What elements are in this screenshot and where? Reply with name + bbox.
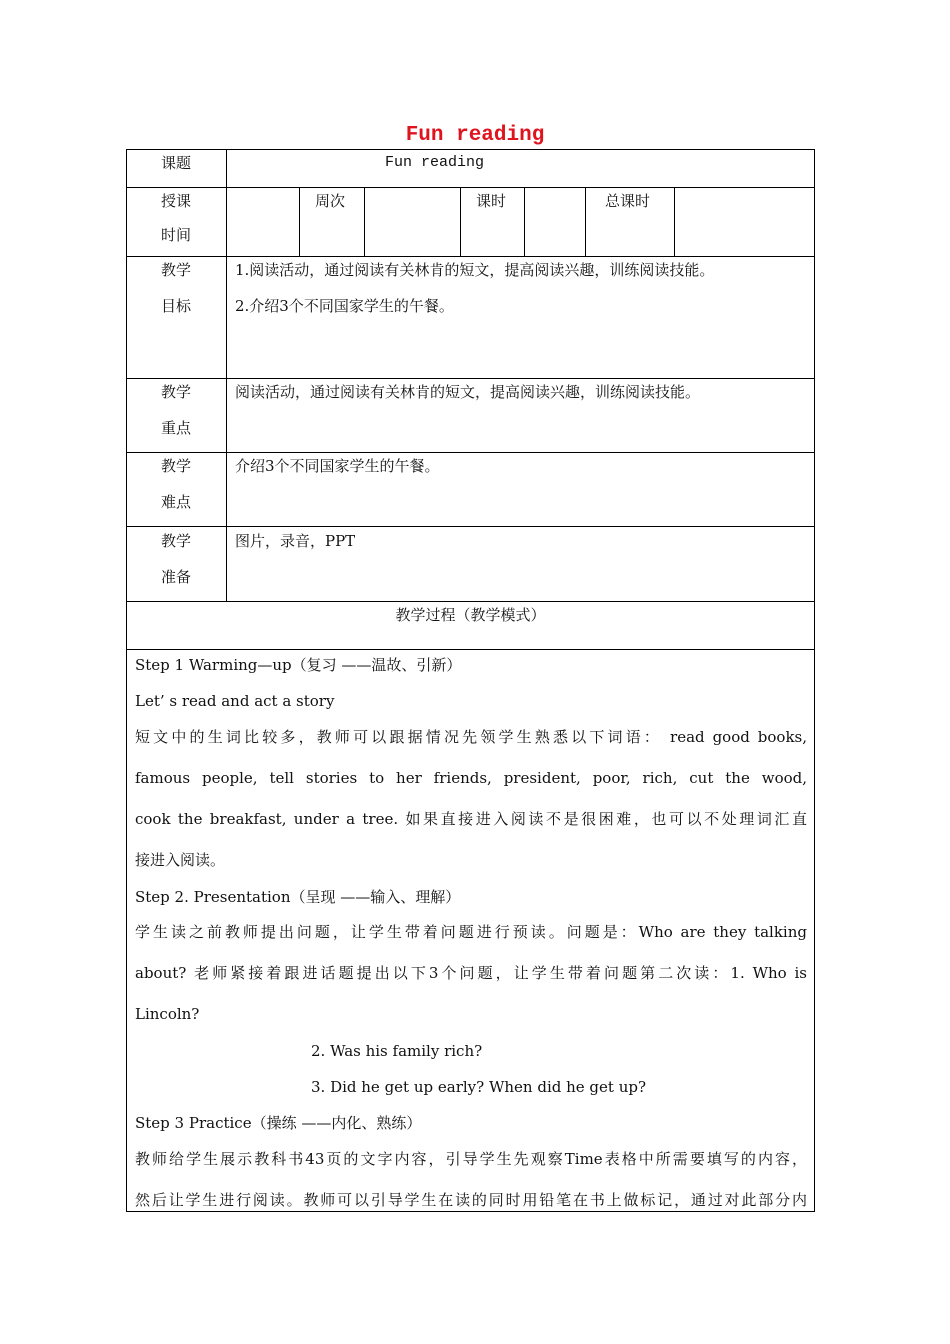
preparation-text: 图片，录音，PPT (235, 532, 356, 550)
step1-title: Step 1 Warming—up（复习 ——温故、引新） (135, 656, 462, 674)
difficulties-label-line1: 教学 (160, 457, 191, 475)
row-divider (126, 256, 815, 257)
total-periods-label: 总课时 (605, 192, 651, 210)
process-heading: 教学过程（教学模式） (395, 606, 546, 624)
step1-paragraph-line1: 短文中的生词比较多，教师可以跟据情况先领学生熟悉以下词语： read good books, (135, 728, 807, 746)
topic-value: Fun reading (385, 154, 485, 171)
row-divider (126, 452, 815, 453)
week-label: 周次 (315, 192, 346, 210)
column-divider (524, 187, 525, 256)
difficulties-text: 介绍3个不同国家学生的午餐。 (235, 457, 440, 475)
row-divider (126, 601, 815, 602)
step2-paragraph-line1: 学生读之前教师提出问题，让学生带着问题进行预读。问题是：Who are they talking (135, 923, 807, 941)
column-divider (585, 187, 586, 256)
column-divider (460, 187, 461, 256)
step2-paragraph-line2: about? 老师紧接着跟进话题提出以下3个问题，让学生带着问题第二次读：1. Who is (135, 964, 807, 982)
step3-paragraph-line1: 教师给学生展示教科书43页的文字内容，引导学生先观察Time表格中所需要填写的内容， (135, 1150, 807, 1168)
document-title: Fun reading (405, 124, 545, 147)
step1-paragraph-line4: 接进入阅读。 (135, 851, 226, 869)
column-divider (364, 187, 365, 256)
row-divider (126, 649, 815, 650)
objectives-label-line1: 教学 (160, 261, 191, 279)
column-divider (674, 187, 675, 256)
step3-paragraph-line2: 然后让学生进行阅读。教师可以引导学生在读的同时用铅笔在书上做标记，通过对此部分内 (135, 1191, 807, 1209)
preparation-label-line2: 准备 (160, 568, 191, 586)
objectives-label-line2: 目标 (160, 297, 191, 315)
step1-paragraph-line2: famous people, tell stories to her friends, president, poor, rich, cut the wood, (135, 769, 807, 787)
column-divider (226, 149, 227, 601)
difficulties-label-line2: 难点 (160, 493, 191, 511)
step1-paragraph-line3: cook the breakfast, under a tree. 如果直接进入阅读不是很困难，也可以不处理词汇直 (135, 810, 807, 828)
step2-title: Step 2. Presentation（呈现 ——输入、理解） (135, 888, 461, 906)
period-label: 课时 (476, 192, 507, 210)
row-divider (126, 378, 815, 379)
time-label-line1: 授课 (160, 192, 191, 210)
row-divider (126, 187, 815, 188)
topic-label: 课题 (160, 154, 191, 172)
step2-question-3: 3. Did he get up early? When did he get up? (311, 1078, 646, 1096)
step2-paragraph-line3: Lincoln? (135, 1005, 200, 1023)
step1-subtitle: Let’ s read and act a story (135, 692, 335, 710)
step2-question-2: 2. Was his family rich? (311, 1042, 483, 1060)
column-divider (299, 187, 300, 256)
objective-line-2: 2.介绍3个不同国家学生的午餐。 (235, 297, 454, 315)
preparation-label-line1: 教学 (160, 532, 191, 550)
time-label-line2: 时间 (160, 226, 191, 244)
step3-title: Step 3 Practice（操练 ——内化、熟练） (135, 1114, 422, 1132)
key-points-label-line1: 教学 (160, 383, 191, 401)
key-points-label-line2: 重点 (160, 419, 191, 437)
row-divider (126, 526, 815, 527)
key-points-text: 阅读活动，通过阅读有关林肯的短文，提高阅读兴趣，训练阅读技能。 (235, 383, 701, 401)
objective-line-1: 1.阅读活动，通过阅读有关林肯的短文，提高阅读兴趣，训练阅读技能。 (235, 261, 715, 279)
